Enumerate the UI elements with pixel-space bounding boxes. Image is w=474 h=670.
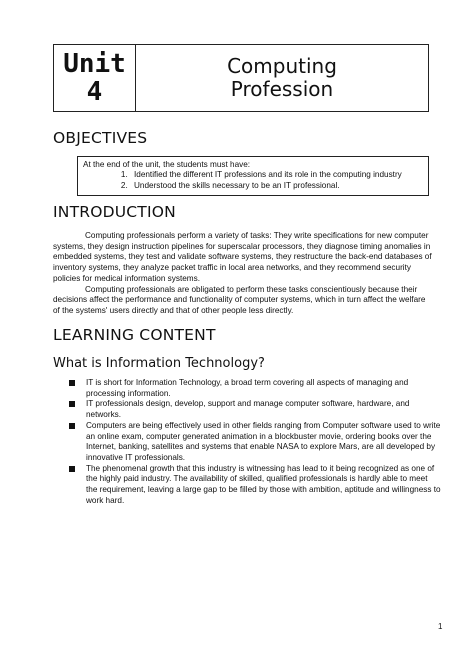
list-item-text: Computers are being effectively used in other fields ranging from Computer software used to write an online exam, computer generated animation in a blockbuster movie, ordering books over the Internet, banking, satellites and systems that enable NASA to explore Mars, are all developed by innovative IT professionals. <box>86 420 441 462</box>
introduction-paragraph: Computing professionals perform a variety of tasks: They write specifications for new computer systems, they design instruction pipelines for superscalar processors, they diagnose timing anomalies in embedded systems, they test and validate software systems, they restructure the back-end databases of inventory systems, they analyze packet traffic in local area networks, and they recommend security policies for medical information systems. <box>53 231 432 283</box>
unit-cell <box>54 45 136 111</box>
objectives-heading: OBJECTIVES <box>53 129 148 147</box>
list-item-text: IT professionals design, develop, support and manage computer software, hardware, and networks. <box>86 399 410 420</box>
unit-label: Unit <box>63 49 126 79</box>
learning-content-subheading: What is Information Technology? <box>53 356 265 371</box>
objective-item: 1. Identified the different IT professions and its role in the computing industry <box>130 170 423 181</box>
square-bullet-icon <box>69 401 75 407</box>
list-item-text: The phenomenal growth that this industry is witnessing has lead to it being recognized as one of the highly paid industry. The availability of skilled, qualified professionals is hardly able to meet the requirement, leaving a large gap to be filled by those with ambition, aptitude and willingness to work hard. <box>86 463 441 505</box>
square-bullet-icon <box>69 423 75 429</box>
objective-item: 2. Understood the skills necessary to be an IT professional. <box>130 181 423 192</box>
unit-header-table <box>53 44 429 112</box>
list-item <box>53 378 441 399</box>
unit-number: 4 <box>86 77 103 107</box>
square-bullet-icon <box>69 380 75 386</box>
objectives-list <box>83 170 423 191</box>
list-item-text: IT is short for Information Technology, a broad term covering all aspects of managing and processing information. <box>86 378 409 398</box>
list-item <box>53 421 441 464</box>
introduction-paragraph: Computing professionals are obligated to perform these tasks conscientiously because their decisions affect the performance and functionality of computer systems, which in turn affect the welfare of the systems' users directly and that of other people less directly. <box>53 284 426 315</box>
unit-title-line-2: Profession <box>230 77 334 101</box>
unit-title <box>136 45 428 111</box>
objectives-box <box>77 156 429 196</box>
list-item <box>53 464 441 507</box>
unit-title-line-1: Computing <box>227 54 337 78</box>
page-number: 1 <box>438 622 443 631</box>
introduction-body <box>53 231 433 317</box>
learning-content-list <box>53 378 441 506</box>
list-item <box>53 399 441 420</box>
objectives-intro: At the end of the unit, the students must have: <box>83 160 251 169</box>
square-bullet-icon <box>69 466 75 472</box>
learning-content-heading: LEARNING CONTENT <box>53 326 216 344</box>
introduction-heading: INTRODUCTION <box>53 203 176 221</box>
